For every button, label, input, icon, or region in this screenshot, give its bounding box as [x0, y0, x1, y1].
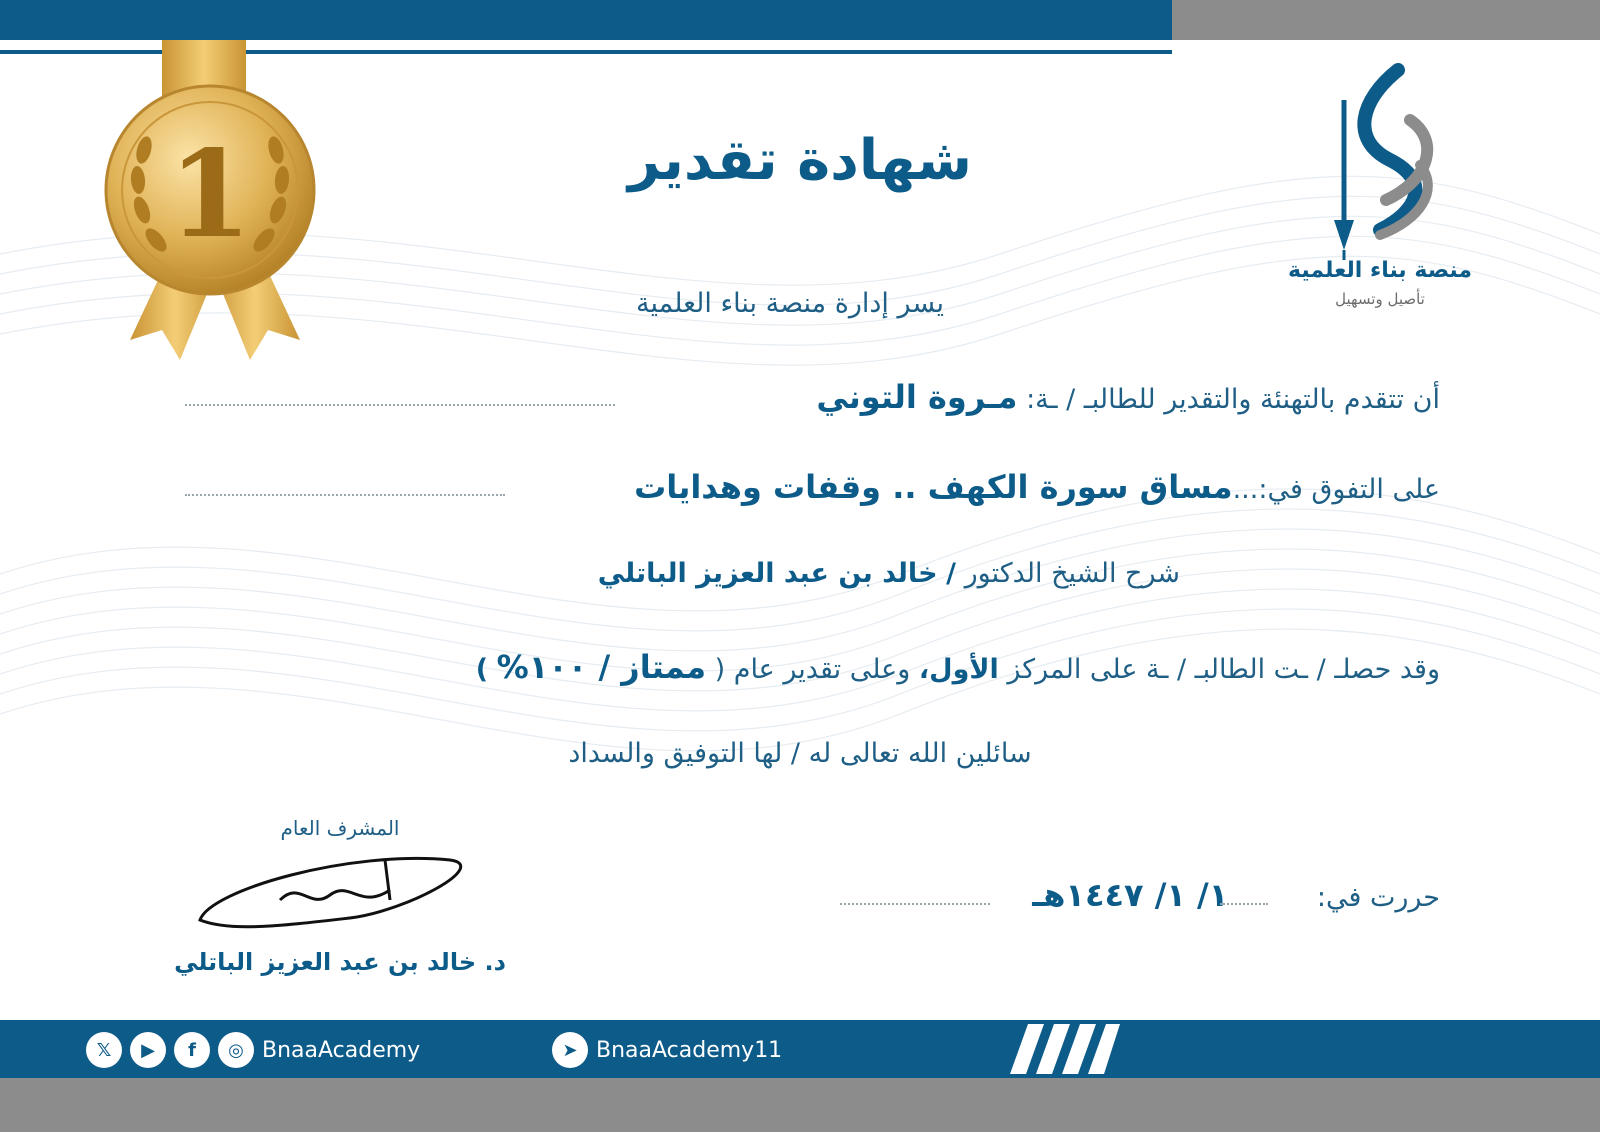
date-line [1032, 876, 1440, 914]
telegram-icon[interactable]: ➤ [552, 1032, 588, 1068]
supervisor-title: المشرف العام [280, 816, 400, 840]
student-line [816, 378, 1440, 416]
grade-line-close: ) [475, 654, 489, 685]
dotted-line [185, 404, 615, 406]
logo-slogan: تأصيل وتسهيل [1335, 290, 1425, 308]
youtube-icon[interactable]: ▶ [130, 1032, 166, 1068]
grade-value: ممتاز / ١٠٠% [496, 648, 707, 686]
social-handle[interactable]: BnaaAcademy [262, 1037, 421, 1063]
student-name: مـروة التوني [816, 378, 1018, 416]
sheikh-line-label: شرح الشيخ الدكتور [964, 558, 1180, 589]
facebook-icon[interactable]: f [174, 1032, 210, 1068]
course-line-label: على التفوق في:... [1232, 474, 1440, 505]
course-line [634, 468, 1440, 506]
grade-line-label: وقد حصلـ / ـت الطالبـ / ـة على المركز [1007, 654, 1440, 685]
sheikh-name: خالد بن عبد العزيز الباتلي [597, 558, 938, 589]
date-label: حررت في: [1316, 882, 1440, 913]
supervisor-name: د. خالد بن عبد العزيز الباتلي [174, 948, 506, 976]
telegram-link [552, 1032, 782, 1068]
instagram-icon[interactable]: ◎ [218, 1032, 254, 1068]
slash-separator: / [946, 558, 956, 589]
student-line-label: أن تتقدم بالتهنئة والتقدير للطالبـ / ـة: [1026, 384, 1440, 415]
header-bar-blue [0, 0, 1172, 40]
medal-number: 1 [168, 124, 252, 265]
certificate-title: شهادة تقدير [628, 128, 972, 193]
x-icon[interactable]: 𝕏 [86, 1032, 122, 1068]
dotted-line [1220, 903, 1268, 905]
footer-stripes [1010, 1024, 1120, 1074]
dotted-line [185, 494, 505, 496]
header-bar-gray [1172, 0, 1600, 40]
sheikh-line [598, 558, 1180, 589]
closing-line: سائلين الله تعالى له / لها التوفيق والسداد [568, 738, 1032, 769]
rank-value: الأول، [918, 654, 999, 685]
intro-line: يسر إدارة منصة بناء العلمية [635, 288, 945, 319]
date-value: ١/ ١/ ١٤٤٧هـ [1032, 876, 1229, 914]
dotted-line [840, 903, 990, 905]
gold-medal-icon [100, 40, 330, 370]
footer-gray-band [0, 1078, 1600, 1132]
logo-name: منصة بناء العلمية [1288, 258, 1472, 283]
signature-icon [190, 840, 470, 950]
course-name: مساق سورة الكهف .. وقفات وهدايات [634, 468, 1233, 506]
grade-line [476, 648, 1440, 686]
social-links [86, 1032, 420, 1068]
telegram-handle[interactable]: BnaaAcademy11 [596, 1037, 783, 1063]
grade-line-middle: وعلى تقدير عام ( [714, 654, 911, 685]
